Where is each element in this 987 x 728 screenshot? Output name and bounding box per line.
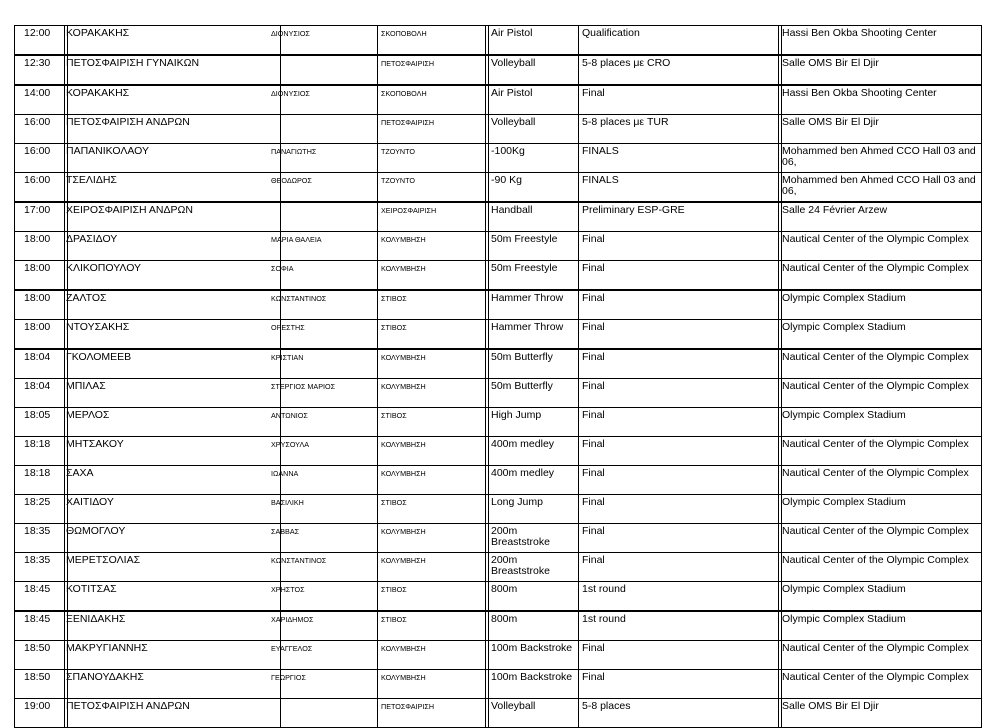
event-cell: 50m Freestyle bbox=[491, 262, 558, 274]
event-cell: 800m bbox=[491, 613, 518, 625]
event-cell: -90 Kg bbox=[491, 174, 522, 186]
first-name-cell: ΣΤΕΡΓΙΟΣ ΜΑΡΙΟΣ bbox=[271, 382, 336, 391]
phase-cell: Qualification bbox=[582, 27, 640, 39]
phase-cell: 5-8 places με TUR bbox=[582, 116, 669, 128]
surname-cell: ΜΑΚΡΥΓΙΑΝΝΗΣ bbox=[66, 642, 148, 654]
time-cell: 14:00 bbox=[24, 87, 51, 99]
sport-cell: ΣΚΟΠΟΒΟΛΗ bbox=[381, 89, 427, 98]
event-cell: Hammer Throw bbox=[491, 292, 564, 304]
phase-cell: Preliminary ESP-GRE bbox=[582, 204, 685, 216]
first-name-cell: ΓΕΩΡΓΙΟΣ bbox=[271, 673, 306, 682]
phase-cell: Final bbox=[582, 233, 605, 245]
sport-cell: ΚΟΛΥΜΒΗΣΗ bbox=[381, 673, 426, 682]
event-cell: 100m Backstroke bbox=[491, 642, 573, 654]
first-name-cell: ΚΩΝΣΤΑΝΤΙΝΟΣ bbox=[271, 556, 327, 565]
phase-cell: Final bbox=[582, 409, 605, 421]
first-name-cell: ΧΡΗΣΤΟΣ bbox=[271, 585, 305, 594]
table-row bbox=[14, 640, 982, 669]
sport-cell: ΚΟΛΥΜΒΗΣΗ bbox=[381, 527, 426, 536]
time-cell: 18:25 bbox=[24, 496, 51, 508]
surname-cell: ΣΠΑΝΟΥΔΑΚΗΣ bbox=[66, 671, 144, 683]
table-row bbox=[14, 289, 982, 319]
sport-cell: ΣΚΟΠΟΒΟΛΗ bbox=[381, 29, 427, 38]
time-cell: 16:00 bbox=[24, 116, 51, 128]
first-name-cell: ΒΑΣΙΛΙΚΗ bbox=[271, 498, 304, 507]
sport-cell: ΣΤΙΒΟΣ bbox=[381, 498, 407, 507]
phase-cell: Final bbox=[582, 554, 605, 566]
first-name-cell: ΠΑΝΑΓΙΩΤΗΣ bbox=[271, 147, 317, 156]
time-cell: 19:00 bbox=[24, 700, 51, 712]
table-row bbox=[14, 552, 982, 581]
table-row bbox=[14, 494, 982, 523]
surname-cell: ΞΕΝΙΔΑΚΗΣ bbox=[66, 613, 126, 625]
first-name-cell: ΟΡΕΣΤΗΣ bbox=[271, 323, 305, 332]
table-row bbox=[14, 465, 982, 494]
venue-cell: Olympic Complex Stadium bbox=[782, 321, 906, 333]
event-cell: 200m Breaststroke bbox=[491, 554, 550, 577]
surname-cell: ΖΑΛΤΟΣ bbox=[66, 292, 107, 304]
surname-cell: ΧΑΙΤΙΔΟΥ bbox=[66, 496, 114, 508]
first-name-cell: ΕΥΑΓΓΕΛΟΣ bbox=[271, 644, 313, 653]
venue-cell: Hassi Ben Okba Shooting Center bbox=[782, 27, 937, 39]
surname-cell: ΓΚΟΛΟΜΕΕΒ bbox=[66, 351, 132, 363]
table-row bbox=[14, 378, 982, 407]
venue-cell: Nautical Center of the Olympic Complex bbox=[782, 262, 969, 274]
venue-cell: Nautical Center of the Olympic Complex bbox=[782, 642, 969, 654]
venue-cell: Salle OMS Bir El Djir bbox=[782, 700, 879, 712]
event-cell: 100m Backstroke bbox=[491, 671, 573, 683]
surname-cell: ΜΕΡΛΟΣ bbox=[66, 409, 110, 421]
table-row bbox=[14, 319, 982, 348]
surname-cell: ΣΑΧΑ bbox=[66, 467, 94, 479]
event-cell: Handball bbox=[491, 204, 533, 216]
surname-cell: ΚΟΤΙΤΣΑΣ bbox=[66, 583, 117, 595]
first-name-cell bbox=[269, 203, 379, 231]
event-cell: 400m medley bbox=[491, 438, 555, 450]
surname-cell: ΜΗΤΣΑΚΟΥ bbox=[66, 438, 124, 450]
phase-cell: FINALS bbox=[582, 174, 619, 186]
time-cell: 18:18 bbox=[24, 467, 51, 479]
venue-cell: Nautical Center of the Olympic Complex bbox=[782, 351, 969, 363]
table-row bbox=[14, 436, 982, 465]
event-cell: Volleyball bbox=[491, 116, 536, 128]
phase-cell: Final bbox=[582, 496, 605, 508]
first-name-cell: ΘΕΟΔΩΡΟΣ bbox=[271, 176, 312, 185]
first-name-cell: ΔΙΟΝΥΣΙΟΣ bbox=[271, 29, 310, 38]
first-name-cell: ΚΡΙΣΤΙΑΝ bbox=[271, 353, 304, 362]
event-cell: Volleyball bbox=[491, 700, 536, 712]
surname-cell: ΚΟΡΑΚΑΚΗΣ bbox=[66, 87, 130, 99]
surname-cell: ΚΟΡΑΚΑΚΗΣ bbox=[66, 27, 130, 39]
venue-cell: Nautical Center of the Olympic Complex bbox=[782, 554, 969, 566]
event-cell: Air Pistol bbox=[491, 87, 533, 99]
sport-cell: ΚΟΛΥΜΒΗΣΗ bbox=[381, 556, 426, 565]
event-cell: -100Kg bbox=[491, 145, 525, 157]
event-cell: 50m Butterfly bbox=[491, 351, 553, 363]
event-cell: Hammer Throw bbox=[491, 321, 564, 333]
event-cell: 50m Freestyle bbox=[491, 233, 558, 245]
first-name-cell: ΣΑΒΒΑΣ bbox=[271, 527, 300, 536]
time-cell: 18:50 bbox=[24, 671, 51, 683]
time-cell: 18:00 bbox=[24, 262, 51, 274]
table-row bbox=[14, 610, 982, 640]
table-row bbox=[14, 523, 982, 552]
surname-cell: ΠΕΤΟΣΦΑΙΡΙΣΗ ΑΝΔΡΩΝ bbox=[66, 700, 190, 712]
first-name-cell: ΔΙΟΝΥΣΙΟΣ bbox=[271, 89, 310, 98]
time-cell: 12:30 bbox=[24, 57, 51, 69]
sport-cell: ΧΕΙΡΟΣΦΑΙΡΙΣΗ bbox=[381, 206, 437, 215]
table-row bbox=[14, 669, 982, 698]
sport-cell: ΣΤΙΒΟΣ bbox=[381, 411, 407, 420]
time-cell: 18:00 bbox=[24, 292, 51, 304]
table-row bbox=[14, 54, 982, 84]
venue-cell: Salle OMS Bir El Djir bbox=[782, 116, 879, 128]
venue-cell: Olympic Complex Stadium bbox=[782, 496, 906, 508]
surname-cell: ΝΤΟΥΣΑΚΗΣ bbox=[66, 321, 130, 333]
sport-cell: ΚΟΛΥΜΒΗΣΗ bbox=[381, 382, 426, 391]
first-name-cell bbox=[269, 115, 379, 143]
phase-cell: Final bbox=[582, 671, 605, 683]
phase-cell: 5-8 places με CRO bbox=[582, 57, 671, 69]
surname-cell: ΤΣΕΛΙΔΗΣ bbox=[66, 174, 117, 186]
event-cell: 200m Breaststroke bbox=[491, 525, 550, 548]
venue-cell: Salle 24 Février Arzew bbox=[782, 204, 888, 216]
time-cell: 16:00 bbox=[24, 174, 51, 186]
time-cell: 18:04 bbox=[24, 351, 51, 363]
first-name-cell: ΙΩΑΝΝΑ bbox=[271, 469, 299, 478]
phase-cell: Final bbox=[582, 262, 605, 274]
event-cell: Long Jump bbox=[491, 496, 543, 508]
time-cell: 18:45 bbox=[24, 583, 51, 595]
time-cell: 12:00 bbox=[24, 27, 51, 39]
sport-cell: ΚΟΛΥΜΒΗΣΗ bbox=[381, 235, 426, 244]
table-row bbox=[14, 84, 982, 114]
venue-cell: Mohammed ben Ahmed CCO Hall 03 and 06, bbox=[782, 145, 976, 168]
venue-cell: Nautical Center of the Olympic Complex bbox=[782, 671, 969, 683]
surname-cell: ΧΕΙΡΟΣΦΑΙΡΙΣΗ ΑΝΔΡΩΝ bbox=[66, 204, 193, 216]
sport-cell: ΣΤΙΒΟΣ bbox=[381, 615, 407, 624]
surname-cell: ΠΕΤΟΣΦΑΙΡΙΣΗ ΑΝΔΡΩΝ bbox=[66, 116, 190, 128]
event-cell: Air Pistol bbox=[491, 27, 533, 39]
time-cell: 18:04 bbox=[24, 380, 51, 392]
sport-cell: ΣΤΙΒΟΣ bbox=[381, 585, 407, 594]
surname-cell: ΜΠΙΛΑΣ bbox=[66, 380, 106, 392]
time-cell: 18:00 bbox=[24, 321, 51, 333]
first-name-cell bbox=[269, 699, 379, 727]
time-cell: 18:00 bbox=[24, 233, 51, 245]
time-cell: 17:00 bbox=[24, 204, 51, 216]
first-name-cell: ΧΑΡΙΔΗΜΟΣ bbox=[271, 615, 314, 624]
event-cell: 800m bbox=[491, 583, 518, 595]
sport-cell: ΣΤΙΒΟΣ bbox=[381, 294, 407, 303]
first-name-cell: ΑΝΤΩΝΙΟΣ bbox=[271, 411, 308, 420]
event-cell: High Jump bbox=[491, 409, 542, 421]
surname-cell: ΜΕΡΕΤΣΟΛΙΑΣ bbox=[66, 554, 141, 566]
sport-cell: ΠΕΤΟΣΦΑΙΡΙΣΗ bbox=[381, 59, 435, 68]
venue-cell: Mohammed ben Ahmed CCO Hall 03 and 06, bbox=[782, 174, 976, 197]
table-row bbox=[14, 143, 982, 172]
table-row bbox=[14, 25, 982, 54]
sport-cell: ΠΕΤΟΣΦΑΙΡΙΣΗ bbox=[381, 118, 435, 127]
phase-cell: 1st round bbox=[582, 613, 626, 625]
phase-cell: Final bbox=[582, 438, 605, 450]
time-cell: 18:35 bbox=[24, 554, 51, 566]
first-name-cell: ΚΩΝΣΤΑΝΤΙΝΟΣ bbox=[271, 294, 327, 303]
venue-cell: Nautical Center of the Olympic Complex bbox=[782, 525, 969, 537]
time-cell: 18:45 bbox=[24, 613, 51, 625]
venue-cell: Salle OMS Bir El Djir bbox=[782, 57, 879, 69]
first-name-cell bbox=[269, 56, 379, 84]
venue-cell: Olympic Complex Stadium bbox=[782, 409, 906, 421]
table-row bbox=[14, 231, 982, 260]
phase-cell: Final bbox=[582, 351, 605, 363]
sport-cell: ΚΟΛΥΜΒΗΣΗ bbox=[381, 264, 426, 273]
schedule-table bbox=[14, 25, 982, 728]
sport-cell: ΤΖΟΥΝΤΟ bbox=[381, 176, 415, 185]
phase-cell: 5-8 places bbox=[582, 700, 631, 712]
sport-cell: ΚΟΛΥΜΒΗΣΗ bbox=[381, 440, 426, 449]
event-cell: 400m medley bbox=[491, 467, 555, 479]
time-cell: 18:05 bbox=[24, 409, 51, 421]
time-cell: 18:50 bbox=[24, 642, 51, 654]
phase-cell: Final bbox=[582, 467, 605, 479]
phase-cell: Final bbox=[582, 292, 605, 304]
event-cell: 50m Butterfly bbox=[491, 380, 553, 392]
table-row bbox=[14, 260, 982, 289]
phase-cell: Final bbox=[582, 642, 605, 654]
first-name-cell: ΧΡΥΣΟΥΛΑ bbox=[271, 440, 310, 449]
surname-cell: ΠΑΠΑΝΙΚΟΛΑΟΥ bbox=[66, 145, 149, 157]
time-cell: 16:00 bbox=[24, 145, 51, 157]
event-cell: Volleyball bbox=[491, 57, 536, 69]
table-row bbox=[14, 114, 982, 143]
table-row bbox=[14, 348, 982, 378]
surname-cell: ΘΩΜΟΓΛΟΥ bbox=[66, 525, 126, 537]
sport-cell: ΠΕΤΟΣΦΑΙΡΙΣΗ bbox=[381, 702, 435, 711]
venue-cell: Nautical Center of the Olympic Complex bbox=[782, 380, 969, 392]
first-name-cell: ΜΑΡΙΑ ΘΑΛΕΙΑ bbox=[271, 235, 322, 244]
sport-cell: ΚΟΛΥΜΒΗΣΗ bbox=[381, 644, 426, 653]
venue-cell: Nautical Center of the Olympic Complex bbox=[782, 467, 969, 479]
table-row bbox=[14, 698, 982, 728]
venue-cell: Nautical Center of the Olympic Complex bbox=[782, 233, 969, 245]
venue-cell: Olympic Complex Stadium bbox=[782, 613, 906, 625]
phase-cell: 1st round bbox=[582, 583, 626, 595]
first-name-cell: ΣΟΦΙΑ bbox=[271, 264, 294, 273]
phase-cell: FINALS bbox=[582, 145, 619, 157]
surname-cell: ΚΛΙΚΟΠΟΥΛΟΥ bbox=[66, 262, 142, 274]
time-cell: 18:35 bbox=[24, 525, 51, 537]
table-row bbox=[14, 201, 982, 231]
sport-cell: ΤΖΟΥΝΤΟ bbox=[381, 147, 415, 156]
phase-cell: Final bbox=[582, 87, 605, 99]
venue-cell: Hassi Ben Okba Shooting Center bbox=[782, 87, 937, 99]
surname-cell: ΔΡΑΣΙΔΟΥ bbox=[66, 233, 118, 245]
sport-cell: ΚΟΛΥΜΒΗΣΗ bbox=[381, 469, 426, 478]
sport-cell: ΚΟΛΥΜΒΗΣΗ bbox=[381, 353, 426, 362]
sport-cell: ΣΤΙΒΟΣ bbox=[381, 323, 407, 332]
venue-cell: Olympic Complex Stadium bbox=[782, 292, 906, 304]
table-row bbox=[14, 581, 982, 610]
table-row bbox=[14, 407, 982, 436]
phase-cell: Final bbox=[582, 380, 605, 392]
phase-cell: Final bbox=[582, 321, 605, 333]
time-cell: 18:18 bbox=[24, 438, 51, 450]
table-row bbox=[14, 172, 982, 201]
venue-cell: Nautical Center of the Olympic Complex bbox=[782, 438, 969, 450]
surname-cell: ΠΕΤΟΣΦΑΙΡΙΣΗ ΓΥΝΑΙΚΩΝ bbox=[66, 57, 200, 69]
phase-cell: Final bbox=[582, 525, 605, 537]
venue-cell: Olympic Complex Stadium bbox=[782, 583, 906, 595]
